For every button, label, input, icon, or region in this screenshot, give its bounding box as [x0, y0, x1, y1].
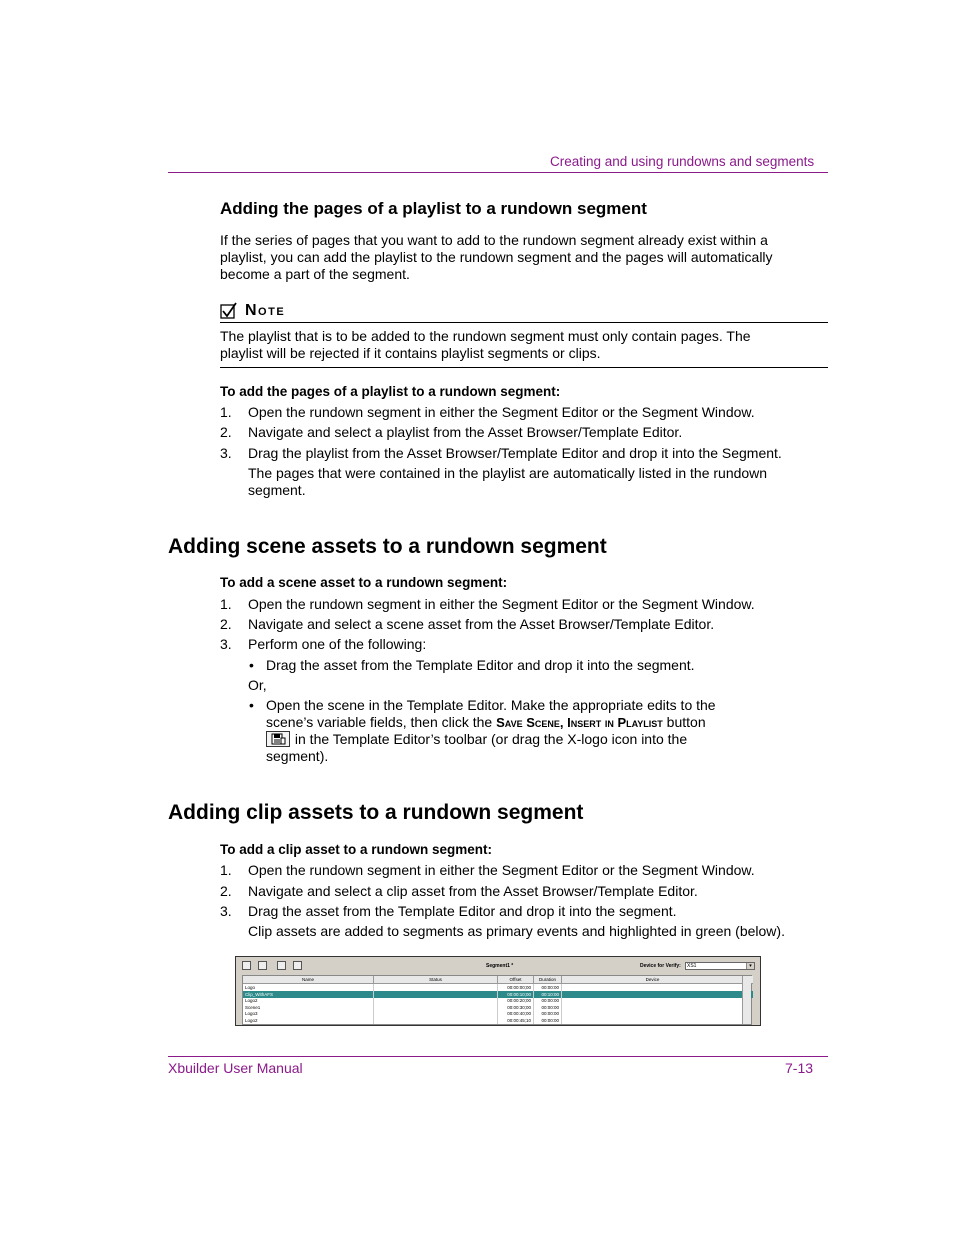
or-text: Or,	[248, 677, 267, 693]
step-number: 3.	[220, 636, 232, 652]
step-number: 2.	[220, 616, 232, 632]
column-header-name[interactable]: Name	[243, 976, 374, 983]
bullet-marker: •	[249, 697, 254, 713]
step-text: Drag the playlist from the Asset Browser/Template Editor and drop it into the Segment.	[248, 445, 782, 461]
segment-window-screenshot	[235, 956, 761, 1026]
save-icon[interactable]	[242, 961, 251, 970]
column-header-status[interactable]: Status	[374, 976, 498, 983]
cell-offset: 00:00:40;00	[498, 1010, 534, 1017]
footer-title: Xbuilder User Manual	[168, 1060, 303, 1076]
step-result: The pages that were contained in the playlist are automatically listed in the rundown segment.	[248, 465, 768, 498]
step-text: Perform one of the following:	[248, 636, 427, 652]
step-number: 1.	[220, 862, 232, 878]
step-text: Navigate and select a playlist from the Asset Browser/Template Editor.	[248, 424, 683, 440]
bullet-text: Open the scene in the Template Editor. Make the appropriate edits to the scene’s variable fields, then click the Save Scene, Insert in Playlist button in the Template Editor’s toolbar (or drag the X-logo icon into the segment).	[266, 697, 716, 764]
step-text: Navigate and select a scene asset from the Asset Browser/Template Editor.	[248, 616, 715, 632]
copy-icon[interactable]	[258, 961, 267, 970]
checkbox-note-icon	[220, 302, 238, 320]
cell-device	[562, 1017, 744, 1024]
save-scene-insert-playlist-icon	[266, 731, 290, 747]
cell-offset: 00:00:20;00	[498, 997, 534, 1004]
segment-events-table	[242, 975, 752, 1025]
table-row[interactable]	[243, 1017, 753, 1024]
cell-status	[374, 1017, 498, 1024]
cell-name: Logo	[243, 984, 374, 991]
step-text: Navigate and select a clip asset from the Asset Browser/Template Editor.	[248, 883, 698, 899]
procedure-title: To add a clip asset to a rundown segment:	[220, 842, 493, 857]
segment-name-label: Segment1 *	[486, 963, 514, 969]
cell-offset: 00:00:00;00	[498, 984, 534, 991]
header-rule	[168, 172, 828, 173]
cell-name: Logo2	[243, 997, 374, 1004]
cell-duration: 00:00:00	[534, 1010, 562, 1017]
step-result: Clip assets are added to segments as primary events and highlighted in green (below).	[248, 923, 785, 939]
step-text: Drag the asset from the Template Editor and drop it into the segment.	[248, 903, 677, 919]
footer-rule	[168, 1056, 828, 1057]
note-label: Note	[245, 302, 286, 319]
cell-name: Clip_WithAFS	[243, 991, 374, 998]
procedure-title: To add the pages of a playlist to a rundown segment:	[220, 384, 561, 399]
cell-offset: 00:00:30;00	[498, 1004, 534, 1011]
save-scene-insert-button-label: Save Scene, Insert in Playlist	[496, 715, 663, 730]
step-number: 3.	[220, 445, 232, 461]
section-heading-playlist: Adding the pages of a playlist to a rundown segment	[220, 199, 647, 218]
column-header-offset[interactable]: Offset	[498, 976, 534, 983]
note-top-rule	[220, 322, 828, 323]
insert-icon[interactable]	[277, 961, 286, 970]
step-text: Open the rundown segment in either the Segment Editor or the Segment Window.	[248, 404, 755, 420]
page-number: 7-13	[785, 1060, 814, 1076]
cell-offset: 00:00:45;10	[498, 1017, 534, 1024]
step-text: Open the rundown segment in either the Segment Editor or the Segment Window.	[248, 862, 755, 878]
device-select[interactable]: XS1 ▾	[685, 962, 755, 970]
intro-paragraph: If the series of pages that you want to add to the rundown segment already exist within a playlist, you can add the playlist to the rundown segment and the pages will automatically become a part of the segment.	[220, 232, 773, 282]
step-number: 1.	[220, 596, 232, 612]
cell-duration: 00:00:00	[534, 984, 562, 991]
note-text: The playlist that is to be added to the rundown segment must only contain pages. The playlist will be rejected if it contains playlist segments or clips.	[220, 328, 751, 361]
column-header-duration[interactable]: Duration	[534, 976, 562, 983]
note-bottom-rule	[220, 367, 828, 368]
bullet-text: Drag the asset from the Template Editor and drop it into the segment.	[266, 657, 695, 673]
step-text: Open the rundown segment in either the Segment Editor or the Segment Window.	[248, 596, 755, 612]
table-header	[243, 976, 753, 984]
cell-name: Scene1	[243, 1004, 374, 1011]
chevron-down-icon[interactable]: ▾	[746, 963, 754, 969]
step-number: 1.	[220, 404, 232, 420]
step-number: 3.	[220, 903, 232, 919]
bullet-marker: •	[249, 657, 254, 673]
cell-name: Logo2	[243, 1017, 374, 1024]
section-heading-scene: Adding scene assets to a rundown segment	[168, 535, 607, 558]
section-heading-clip: Adding clip assets to a rundown segment	[168, 801, 584, 824]
step-number: 2.	[220, 424, 232, 440]
cell-duration: 00:00:00	[534, 1004, 562, 1011]
segment-toolbar	[236, 957, 760, 975]
cell-duration: 00:00:00	[534, 997, 562, 1004]
cell-duration: 00:00:00	[534, 1017, 562, 1024]
column-header-device[interactable]: Device	[562, 976, 744, 983]
procedure-title: To add a scene asset to a rundown segment:	[220, 575, 508, 590]
step-number: 2.	[220, 883, 232, 899]
vertical-scrollbar[interactable]	[742, 976, 751, 1024]
cell-name: Logo3	[243, 1010, 374, 1017]
running-header: Creating and using rundowns and segments	[550, 154, 815, 169]
edit-icon[interactable]	[293, 961, 302, 970]
cell-duration: 00:10:00	[534, 991, 562, 998]
device-verify-label: Device for Verify:	[640, 963, 681, 969]
cell-offset: 00:00:10;00	[498, 991, 534, 998]
